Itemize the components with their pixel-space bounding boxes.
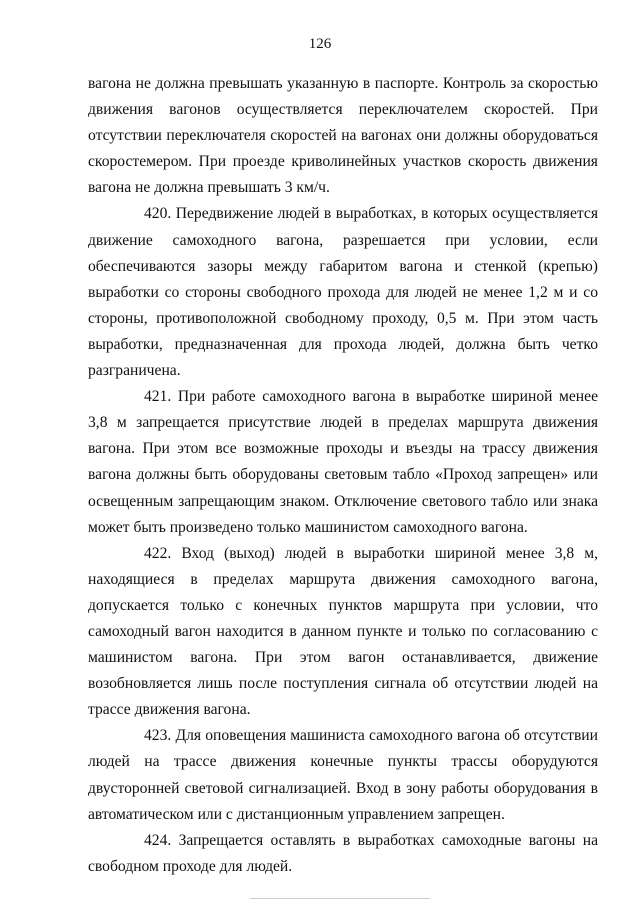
paragraph-number: 422.	[144, 544, 172, 562]
paragraph-420	[88, 201, 598, 384]
paragraph-number: 420.	[144, 205, 172, 223]
paragraph-text: Передвижение людей в выработках, в которых осуществляется движение самоходного вагона, разрешается при условии, если обеспечиваются зазоры между габаритом вагона и стенкой (крепью) выработки со стороны свободного прохода для людей не менее 1,2 м и со стороны, противоположной свободному проходу, 0,5 м. При этом часть выработки, предназначенная для прохода людей, должна быть четко разграничена.	[88, 205, 599, 380]
paragraph-421	[88, 384, 598, 541]
page-number: 126	[308, 36, 332, 52]
paragraph-text: Запрещается оставлять в выработках самоходные вагоны на свободном проходе для людей.	[88, 831, 598, 875]
paragraph-text: Вход (выход) людей в выработки шириной менее 3,8 м, находящиеся в пределах маршрута движения самоходного вагона, допускается только с конечных пунктов маршрута при условии, что самоходный вагон находится в данном пункте и только по согласованию с машинистом вагона. При этом вагон останавливается, движение возобновляется лишь после поступления сигнала об отсутствии людей на трассе движения вагона.	[88, 544, 598, 719]
paragraph-423	[88, 723, 598, 827]
paragraph-number: 424.	[144, 831, 172, 849]
paragraph-number: 423.	[144, 727, 172, 745]
paragraph-text: Для оповещения машиниста самоходного вагона об отсутствии людей на трассе движения конечные пункты трассы оборудуются двусторонней световой сигнализацией. Вход в зону работы оборудования в автоматическом или с дистанционным управлением запрещен.	[88, 727, 598, 823]
paragraph-text: вагона не должна превышать указанную в паспорте. Контроль за скоростью движения вагонов осуществляется переключателем скоростей. При отсутствии переключателя скоростей на вагонах они должны оборудоваться скоростемером. При проезде криволинейных участков скорость движения вагона не должна превышать 3 км/ч.	[88, 75, 598, 197]
paragraph-number: 421.	[144, 388, 172, 406]
document-body	[88, 71, 598, 880]
paragraph-424	[88, 828, 598, 880]
paragraph-text: При работе самоходного вагона в выработке шириной менее 3,8 м запрещается присутствие людей в пределах маршрута движения вагона. При этом все возможные проходы и въезды на трассу движения вагона должны быть оборудованы световым табло «Проход запрещен» или освещенным запрещающим знаком. Отключение светового табло или знака может быть произведено только машинистом самоходного вагона.	[88, 388, 598, 536]
paragraph-422	[88, 541, 598, 724]
paragraph-continuation	[88, 71, 598, 201]
scan-edge-line	[250, 898, 430, 899]
